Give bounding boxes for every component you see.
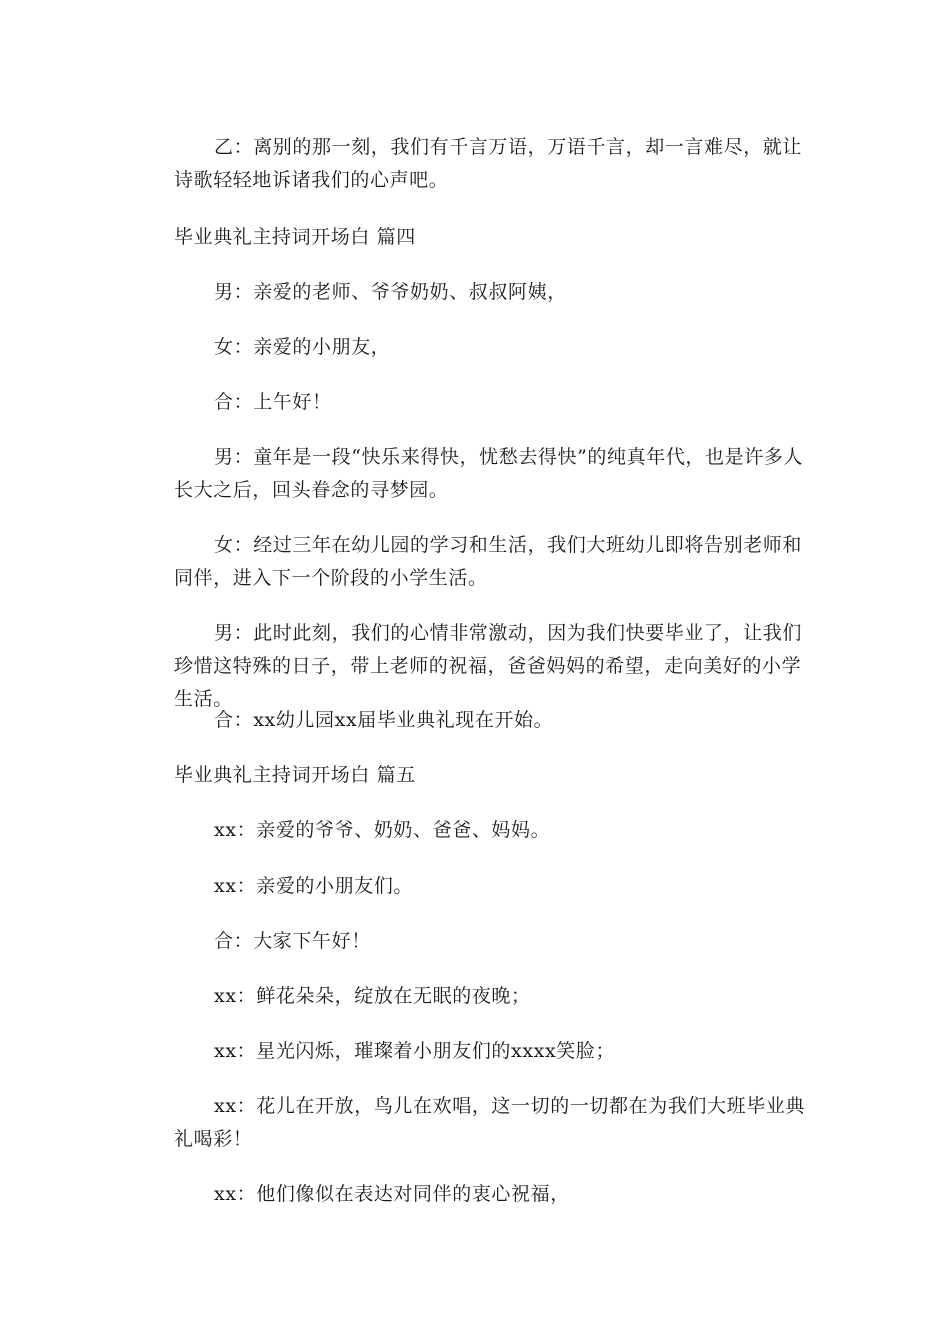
paragraph: xx：星光闪烁，璀璨着小朋友们的xxxx笑脸； [214,1040,616,1062]
paragraph: 男：童年是一段“快乐来得快，忧愁去得快”的纯真年代，也是许多人长大之后，回头眷念的寻梦园。 [174,446,804,501]
paragraph: 女：经过三年在幼儿园的学习和生活，我们大班幼儿即将告别老师和同伴，进入下一个阶段的小学生活。 [174,534,803,589]
paragraph: 乙：离别的那一刻，我们有千言万语，万语千言，却一言难尽，就让诗歌轻轻地诉诸我们的心声吧。 [174,136,803,191]
section-heading: 毕业典礼主持词开场白 篇五 [174,764,416,786]
paragraph: 男：此时此刻，我们的心情非常激动，因为我们快要毕业了，让我们珍惜这特殊的日子，带上老师的祝福，爸爸妈妈的希望，走向美好的小学生活。 [174,622,803,710]
paragraph: 合：xx幼儿园xx届毕业典礼现在开始。 [214,709,554,731]
paragraph: 男：亲爱的老师、爷爷奶奶、叔叔阿姨， [214,281,567,303]
paragraph: 女：亲爱的小朋友， [214,336,391,358]
section-heading: 毕业典礼主持词开场白 篇四 [174,226,416,248]
paragraph: xx：亲爱的爷爷、奶奶、爸爸、妈妈。 [214,819,551,841]
paragraph: xx：鲜花朵朵，绽放在无眠的夜晚； [214,985,531,1007]
paragraph: xx：亲爱的小朋友们。 [214,875,414,897]
paragraph: 合：大家下午好！ [214,930,371,952]
paragraph: xx：他们像似在表达对同伴的衷心祝福， [214,1183,570,1205]
paragraph: 合：上午好！ [214,391,332,413]
paragraph: xx：花儿在开放，鸟儿在欢唱，这一切的一切都在为我们大班毕业典礼喝彩！ [174,1095,806,1150]
